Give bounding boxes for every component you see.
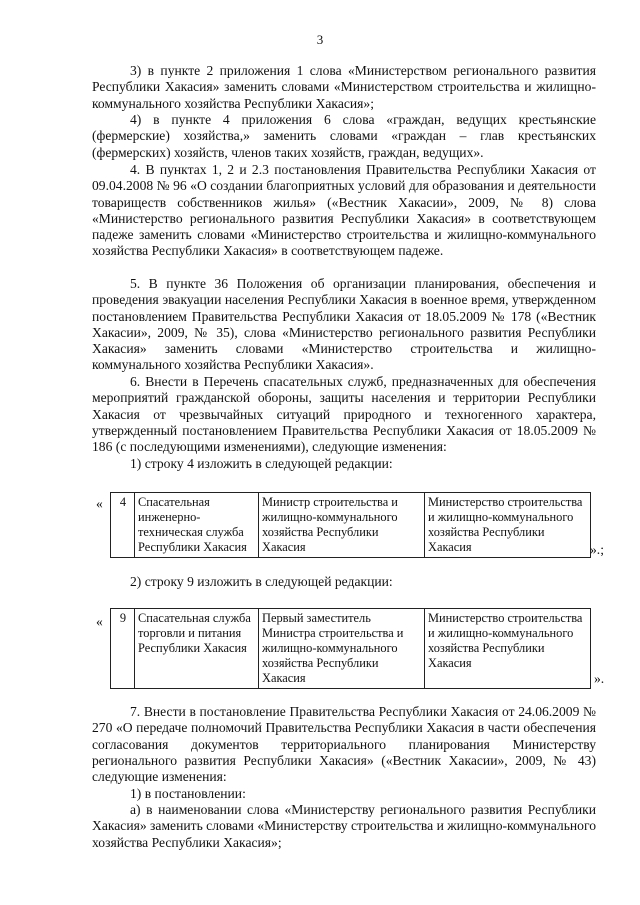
close-quote-1: ».; (590, 542, 604, 557)
open-quote-2: « (96, 614, 103, 629)
organization-cell: Министерство строительства и жилищно-коммунального хозяйства Республики Хакасия (425, 609, 591, 689)
replacement-table-row-9 (110, 608, 591, 689)
replacement-table-row-4 (110, 492, 591, 558)
paragraph-item-4: 4. В пунктах 1, 2 и 2.3 постановления Правительства Республики Хакасия от 09.04.2008 № 96 «О создании благоприятных условий для образования и деятельности товариществ собственников жилья» («Вестник Хакасии», 2009, № 8) слова «Министерство регионального развития Республики Хакасия» в соответствующем падеже заменить словами «Министерство строительства и жилищно-коммунального хозяйства Республики Хакасия» в соответствующем падеже. (92, 162, 596, 259)
head-cell: Первый заместитель Министра строительства и жилищно-коммунального хозяйства Республики Хакасия (259, 609, 425, 689)
table-row (111, 609, 591, 689)
subitem-decree: 1) в постановлении: (130, 786, 246, 801)
page-number: 3 (316, 32, 324, 47)
paragraph-item-7: 7. Внести в постановление Правительства Республики Хакасия от 24.06.2009 № 270 «О передаче полномочий Правительства Республики Хакасия в части обеспечения согласования документов территориального планирования Министерству регионального развития Республики Хакасия» («Вестник Хакасии», 2009, № 43) следующие изменения: (92, 704, 596, 785)
head-cell: Министр строительства и жилищно-коммунального хозяйства Республики Хакасия (259, 493, 425, 558)
subitem-a: а) в наименовании слова «Министерству регионального развития Республики Хакасия» заменить словами «Министерству строительства и жилищно-коммунального хозяйства Республики Хакасия»; (92, 802, 597, 850)
table-row (111, 493, 591, 558)
paragraph-item-5: 5. В пункте 36 Положения об организации планирования, обеспечения и проведения эвакуации населения Республики Хакасия в военное время, утвержденном постановлением Правительства Республики Хакасия от 18.05.2009 № 178 («Вестник Хакасии», 2009, № 35), слова «Министерство регионального развития Республики Хакасия» заменить словами «Министерство строительства и жилищно-коммунального хозяйства Республики Хакасия». (92, 276, 596, 373)
service-name-cell: Спасательная инженерно-техническая служба Республики Хакасия (135, 493, 259, 558)
organization-cell: Министерство строительства и жилищно-коммунального хозяйства Республики Хакасия (425, 493, 591, 558)
subitem-row-4: 1) строку 4 изложить в следующей редакции: (130, 456, 393, 471)
paragraph-sub-4: 4) в пункте 4 приложения 6 слова «граждан, ведущих крестьянские (фермерские) хозяйства,» заменить словами «граждан – глав крестьянских (фермерских) хозяйств, членов таких хозяйств, граждан, ведущих». (92, 112, 596, 160)
subitem-row-9: 2) строку 9 изложить в следующей редакции: (130, 574, 393, 589)
paragraph-sub-3: 3) в пункте 2 приложения 1 слова «Министерством регионального развития Республики Хакасия» заменить словами «Министерством строительства и жилищно-коммунального хозяйства Республики Хакасия»; (92, 63, 596, 111)
row-number: 9 (111, 609, 135, 689)
row-number: 4 (111, 493, 135, 558)
paragraph-item-6: 6. Внести в Перечень спасательных служб, предназначенных для обеспечения мероприятий гражданской обороны, защиты населения и территории Республики Хакасия от чрезвычайных ситуаций природного и техногенного характера, утвержденный постановлением Правительства Республики Хакасия от 18.05.2009 № 186 (с последующими изменениями), следующие изменения: (92, 374, 596, 455)
service-name-cell: Спасательная служба торговли и питания Республики Хакасия (135, 609, 259, 689)
close-quote-2: ». (594, 671, 605, 686)
open-quote-1: « (96, 496, 103, 511)
